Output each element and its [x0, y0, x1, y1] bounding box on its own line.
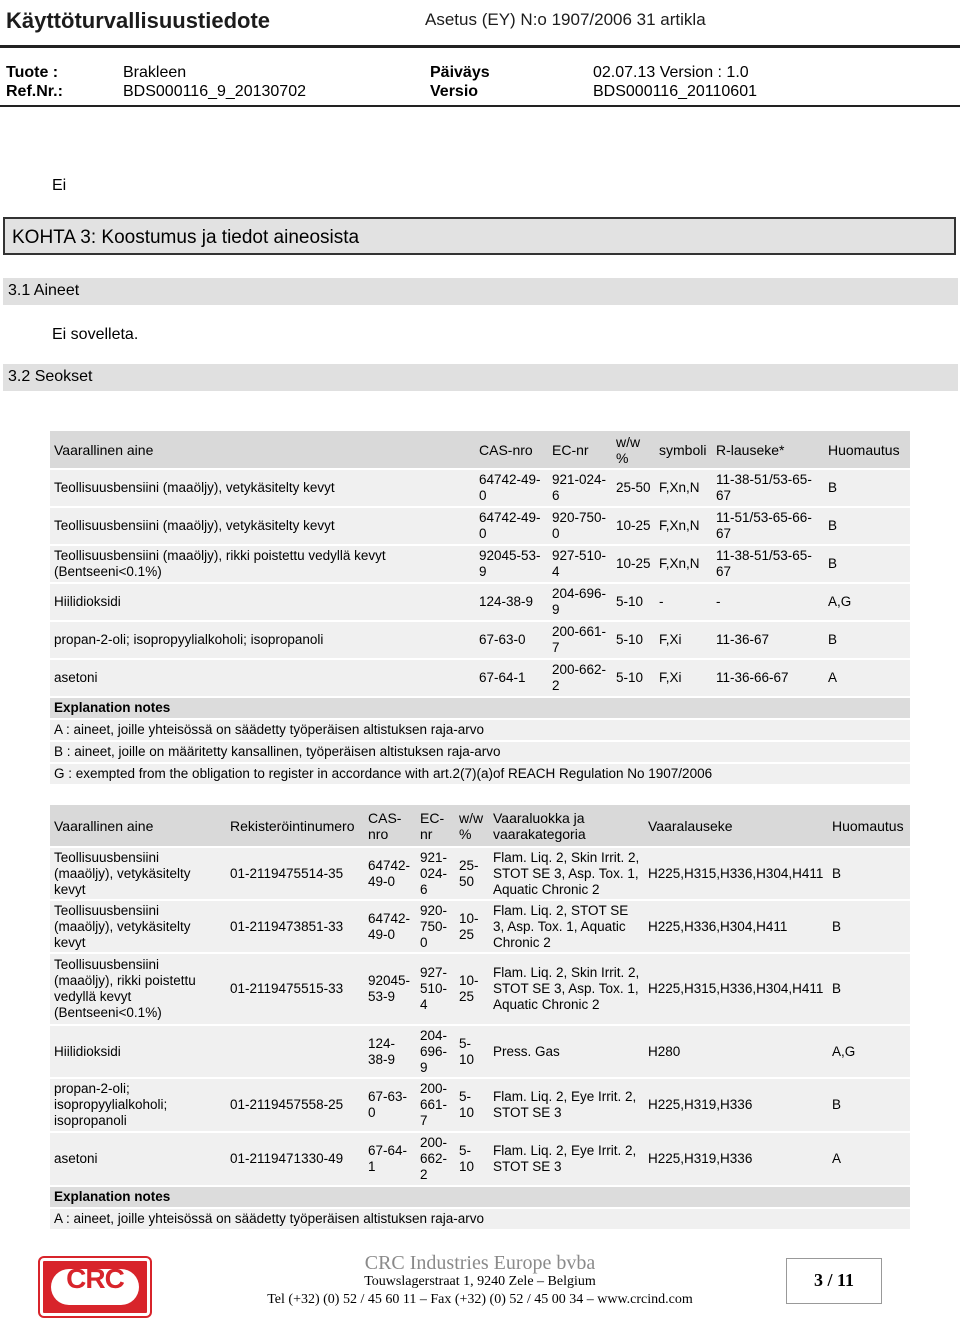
col-header: Vaarallinen aine	[50, 805, 226, 847]
cell: 10-25	[612, 545, 655, 583]
note-text: A : aineet, joille yhteisössä on säädetty työperäisen altistuksen raja-arvo	[50, 1208, 910, 1230]
cell: 01-2119473851-33	[226, 900, 364, 953]
cell: 921-024-6	[548, 469, 612, 507]
cell: 124-38-9	[475, 583, 548, 621]
document-title: Käyttöturvallisuustiedote	[6, 8, 271, 33]
cell: 64742-49-0	[364, 847, 416, 900]
col-header: Rekisteröintinumero	[226, 805, 364, 847]
cell: 920-750-0	[416, 900, 455, 953]
cell: 5-10	[455, 1078, 489, 1132]
cell: A,G	[824, 583, 910, 621]
substances-text: Ei sovelleta.	[52, 326, 139, 343]
cell: 927-510-4	[548, 545, 612, 583]
notes-title: Explanation notes	[50, 697, 910, 719]
cell: 25-50	[455, 847, 489, 900]
cell: F,Xi	[655, 621, 712, 659]
cell: H225,H319,H336	[644, 1078, 828, 1132]
cell: 64742-49-0	[364, 900, 416, 953]
footer-contact: Tel (+32) (0) 52 / 45 60 11 – Fax (+32) (0) 52 / 45 00 34 – www.crcind.com	[267, 1292, 693, 1307]
cell: H225,H315,H336,H304,H411	[644, 847, 828, 900]
col-header: w/w %	[455, 805, 489, 847]
col-header: EC-nr	[416, 805, 455, 847]
page-number: 3 / 11	[813, 1270, 854, 1290]
cell: 01-2119475515-33	[226, 953, 364, 1025]
note-row	[50, 763, 910, 785]
cell: Teollisuusbensiini (maaöljy), vetykäsitelty kevyt	[50, 900, 226, 953]
ref-value: BDS000116_9_20130702	[123, 83, 306, 100]
note-row	[50, 741, 910, 763]
mixture-table-r-phrases	[50, 431, 910, 786]
cell: 5-10	[455, 1132, 489, 1186]
ref-label: Ref.Nr.:	[6, 83, 63, 100]
col-header: CAS-nro	[475, 431, 548, 469]
cell: 927-510-4	[416, 953, 455, 1025]
meta-divider	[0, 105, 960, 107]
cell: Teollisuusbensiini (maaöljy), vetykäsitelty kevyt	[50, 507, 475, 545]
cell: 5-10	[612, 621, 655, 659]
cell: 67-63-0	[364, 1078, 416, 1132]
cell: 10-25	[612, 507, 655, 545]
cell: H280	[644, 1025, 828, 1078]
table-row	[50, 953, 910, 1025]
cell: B	[824, 507, 910, 545]
col-header: symboli	[655, 431, 712, 469]
table-row	[50, 583, 910, 621]
cell: B	[828, 1078, 910, 1132]
table-row	[50, 545, 910, 583]
note-row	[50, 719, 910, 741]
table-row	[50, 469, 910, 507]
note-text: G : exempted from the obligation to register in accordance with art.2(7)(a)of REACH Regulation No 1907/2006	[50, 763, 910, 785]
cell: F,Xi	[655, 659, 712, 697]
notes-header-row	[50, 697, 910, 719]
cell: 5-10	[455, 1025, 489, 1078]
cell: Teollisuusbensiini (maaöljy), rikki poistettu vedyllä kevyt (Bentseeni<0.1%)	[50, 545, 475, 583]
cell: 92045-53-9	[364, 953, 416, 1025]
preceding-text: Ei	[52, 177, 67, 194]
subsection-substances: 3.1 Aineet	[3, 278, 958, 305]
cell: 200-662-2	[548, 659, 612, 697]
cell: B	[824, 469, 910, 507]
subsection-mixtures: 3.2 Seokset	[3, 364, 958, 391]
cell: Teollisuusbensiini (maaöljy), vetykäsitelty kevyt	[50, 469, 475, 507]
cell: 11-38-51/53-65-67	[712, 469, 824, 507]
section-heading: KOHTA 3: Koostumus ja tiedot aineosista	[3, 217, 956, 255]
cell: 920-750-0	[548, 507, 612, 545]
cell: -	[655, 583, 712, 621]
cell: Hiilidioksidi	[50, 583, 475, 621]
cell: Teollisuusbensiini (maaöljy), vetykäsitelty kevyt	[50, 847, 226, 900]
logo-text: CRC	[66, 1263, 124, 1294]
cell: 11-38-51/53-65-67	[712, 545, 824, 583]
cell: Hiilidioksidi	[50, 1025, 226, 1078]
date-label: Päiväys	[430, 64, 490, 81]
cell: B	[828, 953, 910, 1025]
table-row	[50, 621, 910, 659]
cell: B	[824, 621, 910, 659]
cell: Flam. Liq. 2, Skin Irrit. 2, STOT SE 3, Asp. Tox. 1, Aquatic Chronic 2	[489, 847, 644, 900]
cell: 25-50	[612, 469, 655, 507]
cell: Teollisuusbensiini (maaöljy), rikki poistettu vedyllä kevyt (Bentseeni<0.1%)	[50, 953, 226, 1025]
cell: B	[828, 900, 910, 953]
cell: B	[828, 847, 910, 900]
col-header: EC-nr	[548, 431, 612, 469]
col-header: CAS-nro	[364, 805, 416, 847]
col-header: Vaaralauseke	[644, 805, 828, 847]
cell: A	[828, 1132, 910, 1186]
cell: propan-2-oli; isopropyylialkoholi; isopropanoli	[50, 1078, 226, 1132]
cell: 92045-53-9	[475, 545, 548, 583]
mixture-table-h-statements	[50, 805, 910, 1231]
cell: F,Xn,N	[655, 507, 712, 545]
cell: 921-024-6	[416, 847, 455, 900]
notes-header-row	[50, 1186, 910, 1208]
cell: -	[712, 583, 824, 621]
footer-company: CRC Industries Europe bvba	[364, 1252, 596, 1274]
cell: 67-63-0	[475, 621, 548, 659]
cell: F,Xn,N	[655, 469, 712, 507]
cell: propan-2-oli; isopropyylialkoholi; isopropanoli	[50, 621, 475, 659]
cell: 204-696-9	[548, 583, 612, 621]
cell: 5-10	[612, 583, 655, 621]
col-header: Vaarallinen aine	[50, 431, 475, 469]
cell: H225,H336,H304,H411	[644, 900, 828, 953]
note-text: A : aineet, joille yhteisössä on säädetty työperäisen altistuksen raja-arvo	[50, 719, 910, 741]
table-row	[50, 507, 910, 545]
cell: Flam. Liq. 2, Eye Irrit. 2, STOT SE 3	[489, 1132, 644, 1186]
cell: asetoni	[50, 659, 475, 697]
col-header: Vaaraluokka ja vaarakategoria	[489, 805, 644, 847]
cell: 204-696-9	[416, 1025, 455, 1078]
cell: 67-64-1	[475, 659, 548, 697]
cell: 200-662-2	[416, 1132, 455, 1186]
cell: Press. Gas	[489, 1025, 644, 1078]
cell: Flam. Liq. 2, Skin Irrit. 2, STOT SE 3, Asp. Tox. 1, Aquatic Chronic 2	[489, 953, 644, 1025]
cell: 01-2119471330-49	[226, 1132, 364, 1186]
cell: A	[824, 659, 910, 697]
table-row	[50, 900, 910, 953]
cell: 200-661-7	[416, 1078, 455, 1132]
table-header	[50, 805, 910, 847]
cell: 64742-49-0	[475, 507, 548, 545]
footer-address: Touwslagerstraat 1, 9240 Zele – Belgium	[364, 1274, 596, 1289]
table-row	[50, 1132, 910, 1186]
note-row	[50, 1208, 910, 1230]
cell: 11-36-67	[712, 621, 824, 659]
version-label: Versio	[430, 83, 479, 100]
cell: 11-51/53-65-66-67	[712, 507, 824, 545]
cell: B	[824, 545, 910, 583]
product-value: Brakleen	[123, 64, 187, 81]
header-divider	[0, 45, 960, 48]
notes-title: Explanation notes	[50, 1186, 910, 1208]
cell: Flam. Liq. 2, STOT SE 3, Asp. Tox. 1, Aquatic Chronic 2	[489, 900, 644, 953]
cell: 10-25	[455, 953, 489, 1025]
cell: asetoni	[50, 1132, 226, 1186]
table-row	[50, 659, 910, 697]
date-value: 02.07.13 Version : 1.0	[593, 64, 749, 81]
col-header: w/w %	[612, 431, 655, 469]
table-row	[50, 1025, 910, 1078]
cell: F,Xn,N	[655, 545, 712, 583]
cell: H225,H319,H336	[644, 1132, 828, 1186]
regulation-reference: Asetus (EY) N:o 1907/2006 31 artikla	[425, 10, 706, 29]
col-header: Huomautus	[828, 805, 910, 847]
table-header	[50, 431, 910, 469]
cell: 200-661-7	[548, 621, 612, 659]
product-label: Tuote :	[6, 64, 59, 81]
cell: 01-2119457558-25	[226, 1078, 364, 1132]
cell: 01-2119475514-35	[226, 847, 364, 900]
cell: A,G	[828, 1025, 910, 1078]
cell: Flam. Liq. 2, Eye Irrit. 2, STOT SE 3	[489, 1078, 644, 1132]
cell: 64742-49-0	[475, 469, 548, 507]
cell: 10-25	[455, 900, 489, 953]
cell: 5-10	[612, 659, 655, 697]
table-row	[50, 847, 910, 900]
cell: 67-64-1	[364, 1132, 416, 1186]
col-header: Huomautus	[824, 431, 910, 469]
cell: H225,H315,H336,H304,H411	[644, 953, 828, 1025]
cell	[226, 1025, 364, 1078]
note-text: B : aineet, joille on määritetty kansallinen, työperäisen altistuksen raja-arvo	[50, 741, 910, 763]
col-header: R-lauseke*	[712, 431, 824, 469]
cell: 124-38-9	[364, 1025, 416, 1078]
version-value: BDS000116_20110601	[593, 83, 757, 100]
cell: 11-36-66-67	[712, 659, 824, 697]
table-row	[50, 1078, 910, 1132]
